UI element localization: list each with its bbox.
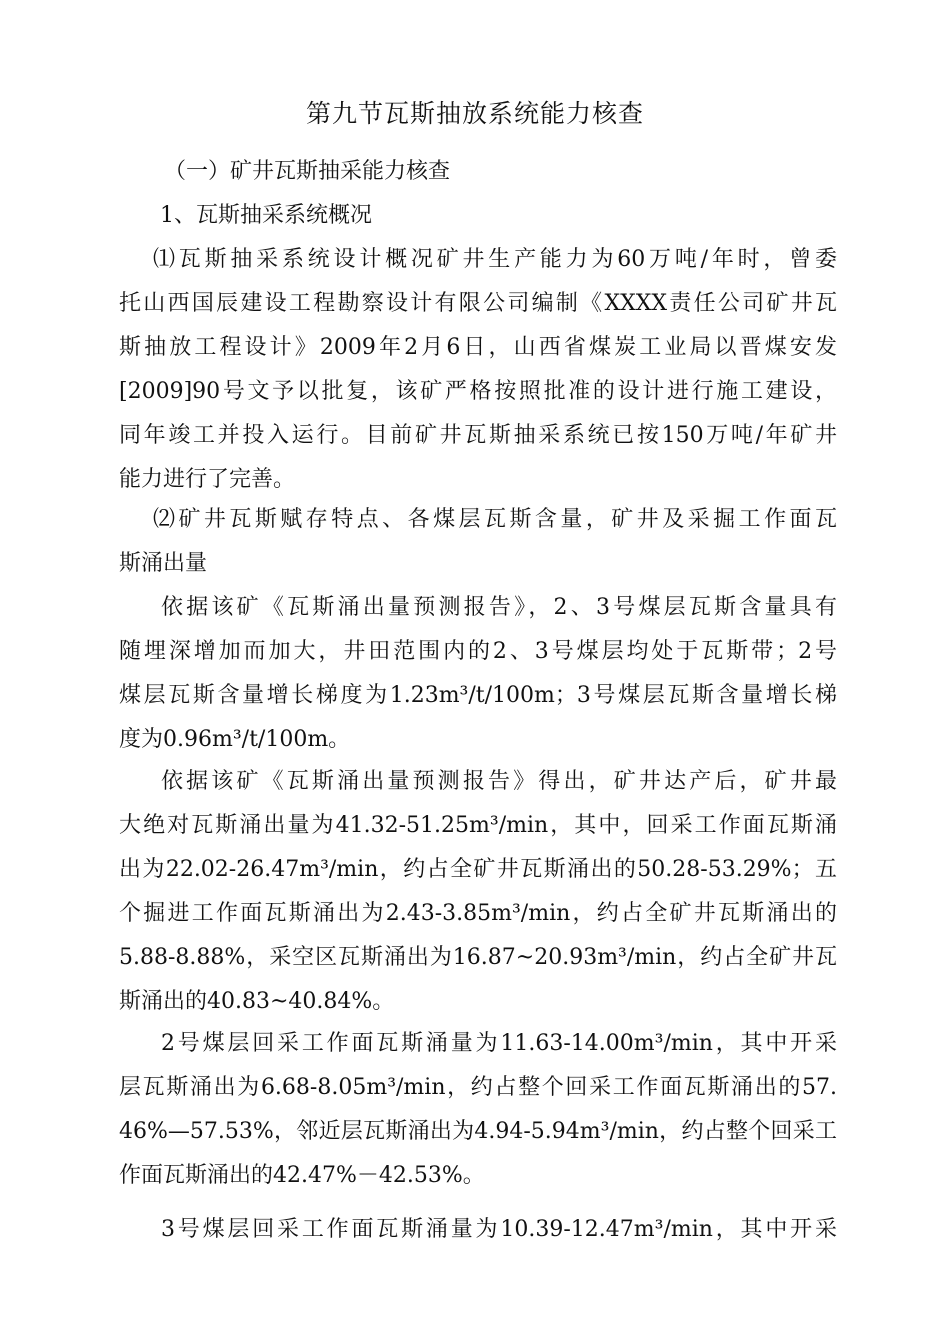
text-line: [2009]90号文予以批复，该矿严格按照批准的设计进行施工建设， <box>119 379 837 404</box>
text-line: 煤层瓦斯含量增长梯度为1.23m³/t/100m；3号煤层瓦斯含量增长梯 <box>119 683 837 708</box>
text-line: 3号煤层回采工作面瓦斯涌量为10.39-12.47m³/min，其中开采 <box>161 1217 837 1242</box>
section-heading: （一）矿井瓦斯抽采能力核查 <box>164 159 451 184</box>
paragraph-gas-occurrence-heading <box>119 498 837 586</box>
subsection-heading: 1、瓦斯抽采系统概况 <box>160 203 372 228</box>
text-line: 大绝对瓦斯涌出量为41.32-51.25m³/min，其中，回采工作面瓦斯涌 <box>119 813 837 838</box>
text-line: 托山西国辰建设工程勘察设计有限公司编制《XXXX责任公司矿井瓦 <box>119 291 837 316</box>
page-title: 第九节瓦斯抽放系统能力核查 <box>305 99 644 128</box>
text-line: 5.88-8.88%，采空区瓦斯涌出为16.87~20.93m³/min，约占全矿井瓦 <box>119 945 837 970</box>
text-line: 能力进行了完善。 <box>119 467 296 492</box>
paragraph-seam2-emission <box>119 1022 837 1198</box>
text-line: 斯涌出量 <box>119 551 208 576</box>
text-line: 46%—57.53%，邻近层瓦斯涌出为4.94-5.94m³/min，约占整个回采工 <box>119 1119 837 1144</box>
text-line: 2号煤层回采工作面瓦斯涌量为11.63-14.00m³/min，其中开采 <box>161 1031 837 1056</box>
paragraph-system-overview <box>119 238 837 502</box>
text-line: 作面瓦斯涌出的42.47%－42.53%。 <box>119 1163 485 1188</box>
text-line: 度为0.96m³/t/100m。 <box>119 727 351 752</box>
text-line: 依据该矿《瓦斯涌出量预测报告》得出，矿井达产后，矿井最 <box>161 769 837 794</box>
text-line: ⑵矿井瓦斯赋存特点、各煤层瓦斯含量，矿井及采掘工作面瓦 <box>153 507 837 532</box>
text-line: 同年竣工并投入运行。目前矿井瓦斯抽采系统已按150万吨/年矿井 <box>119 423 837 448</box>
text-line: 出为22.02-26.47m³/min，约占全矿井瓦斯涌出的50.28-53.29%；五 <box>119 857 837 882</box>
text-line: 依据该矿《瓦斯涌出量预测报告》，2、3号煤层瓦斯含量具有 <box>161 595 837 620</box>
text-line: 层瓦斯涌出为6.68-8.05m³/min，约占整个回采工作面瓦斯涌出的57. <box>119 1075 837 1100</box>
paragraph-gas-emission <box>119 760 837 1024</box>
text-line: 个掘进工作面瓦斯涌出为2.43-3.85m³/min，约占全矿井瓦斯涌出的 <box>119 901 837 926</box>
text-line: 随埋深增加而加大，井田范围内的2、3号煤层均处于瓦斯带；2号 <box>119 639 837 664</box>
text-line: 斯涌出的40.83~40.84%。 <box>119 989 395 1014</box>
paragraph-seam3-emission <box>119 1208 837 1252</box>
text-line: ⑴瓦斯抽采系统设计概况矿井生产能力为60万吨/年时，曾委 <box>153 247 837 272</box>
paragraph-gas-content <box>119 586 837 762</box>
text-line: 斯抽放工程设计》2009年2月6日，山西省煤炭工业局以晋煤安发 <box>119 335 837 360</box>
